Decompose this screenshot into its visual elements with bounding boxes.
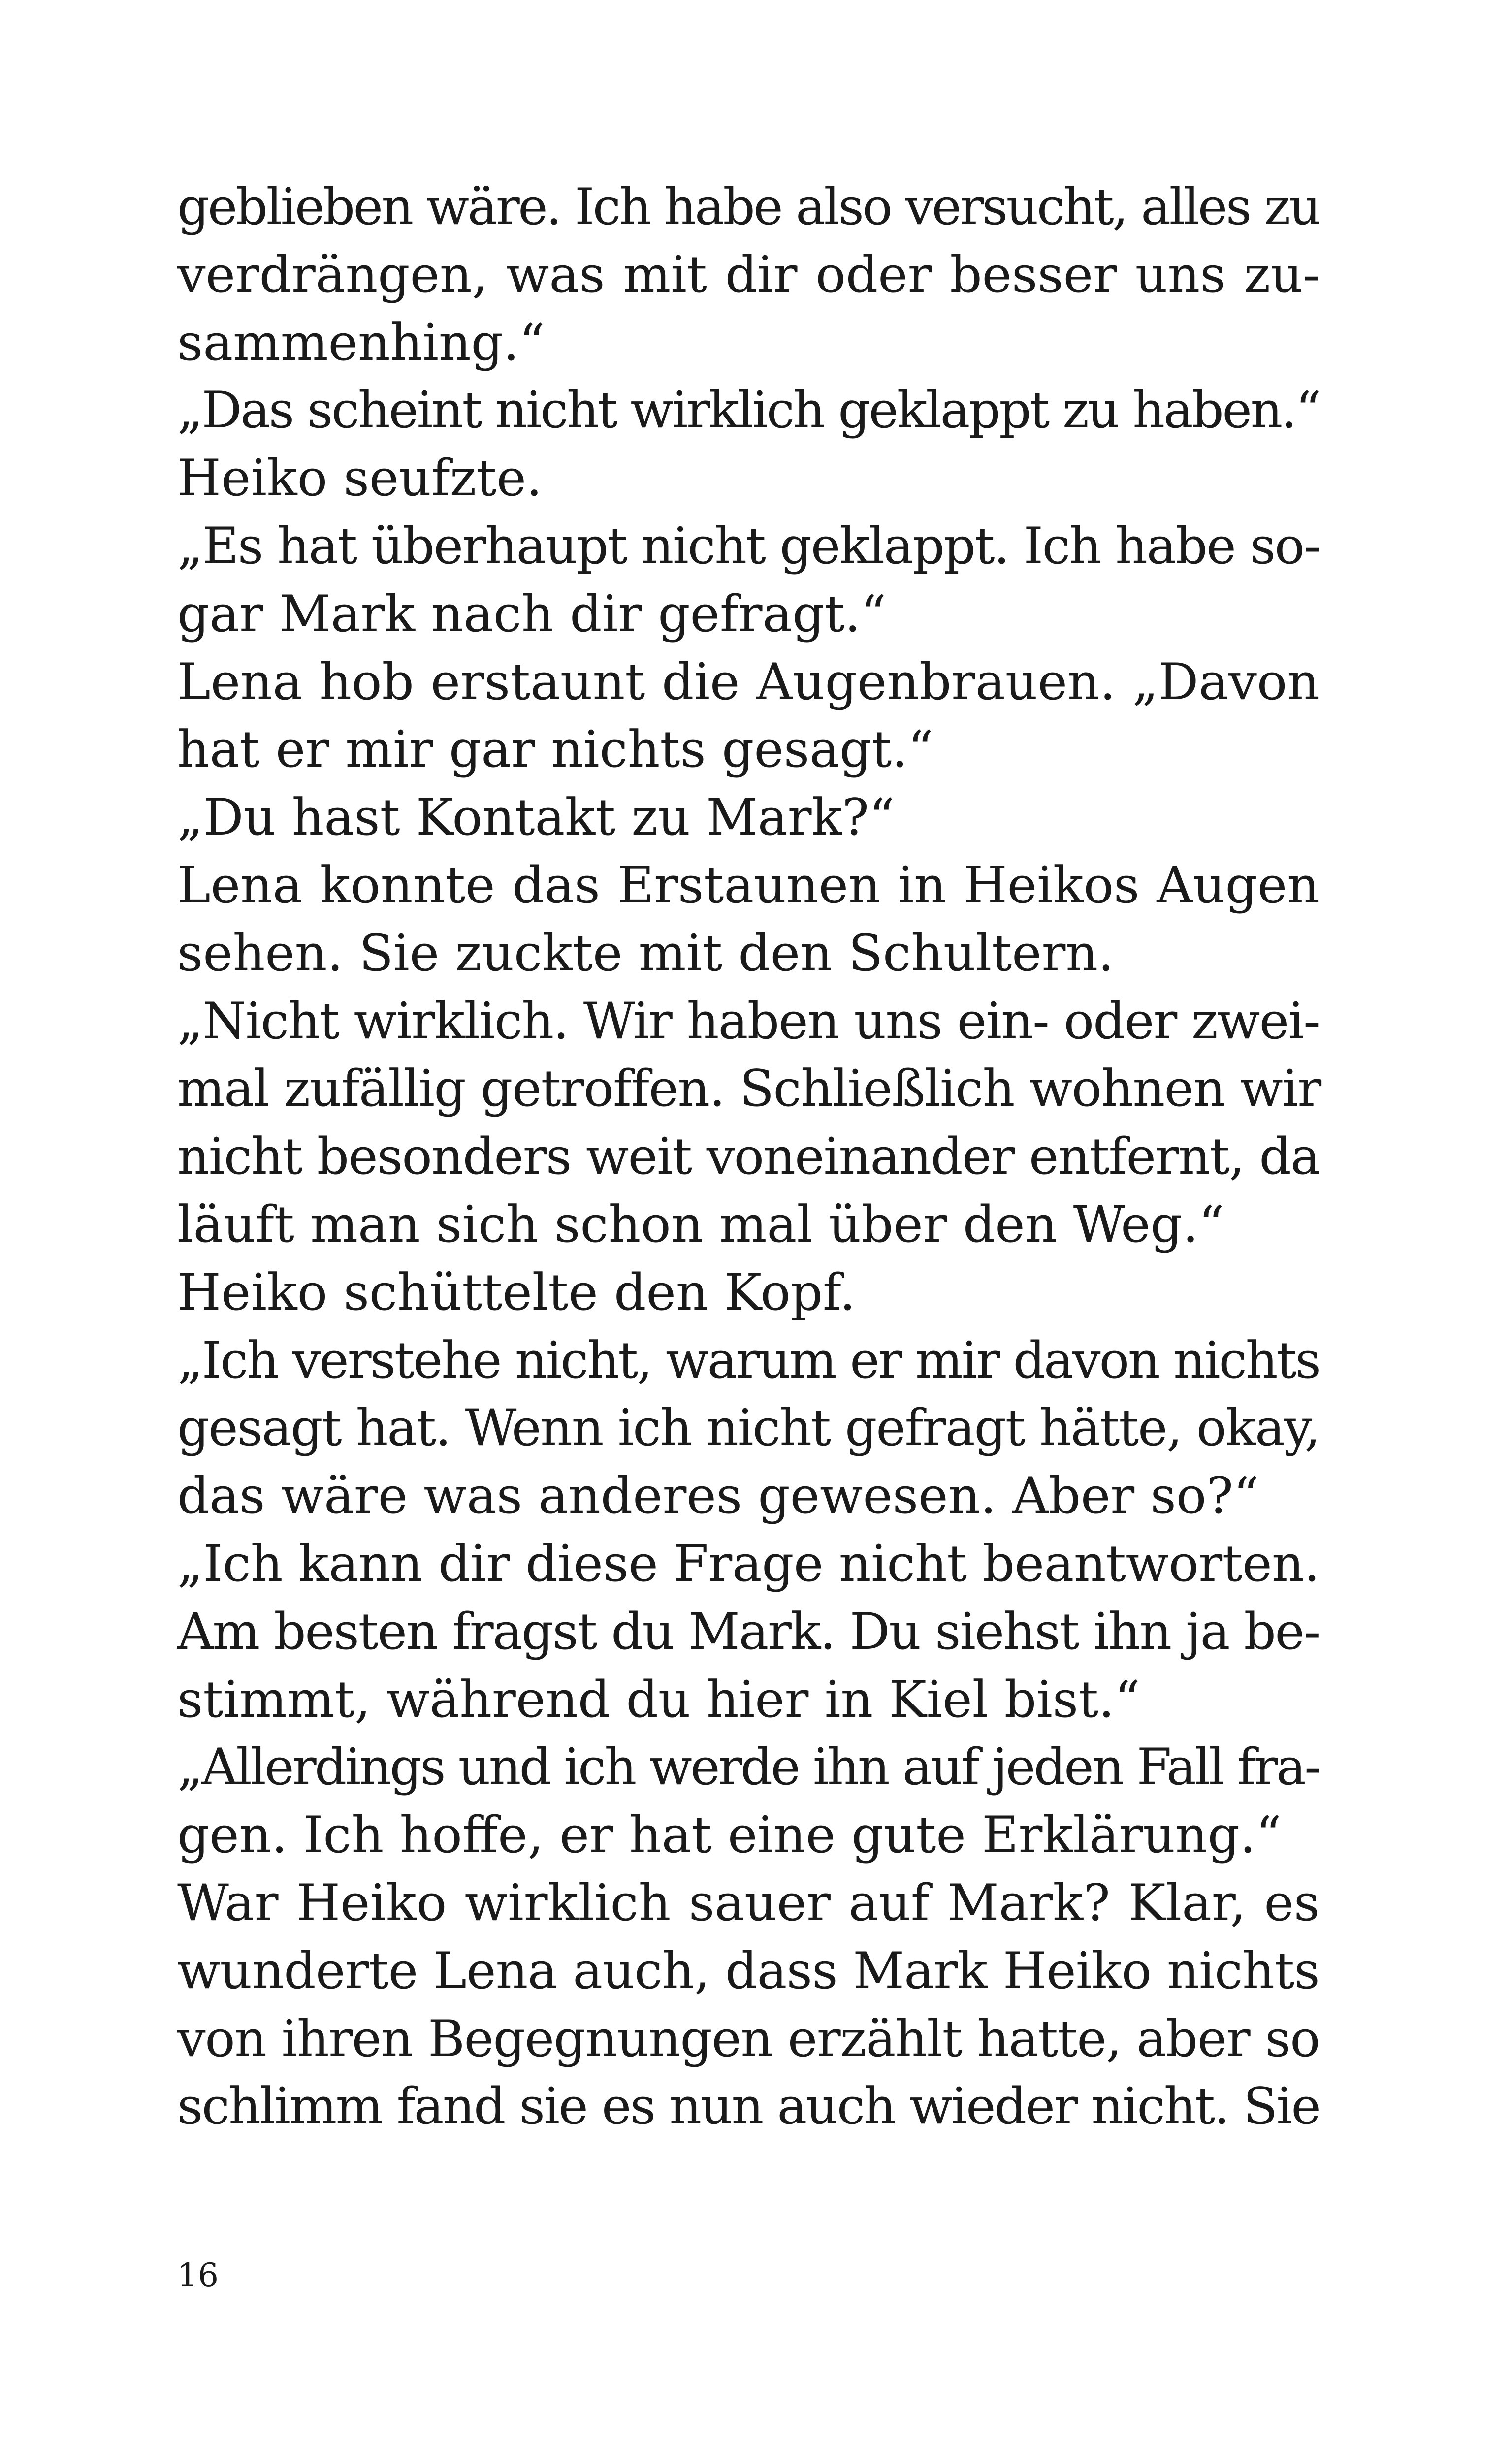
text-line: gar Mark nach dir gefragt.“ bbox=[177, 584, 887, 643]
text-line: Lena konnte das Erstaunen in Heikos Augen bbox=[177, 856, 1319, 915]
text-line: stimmt, während du hier in Kiel bist.“ bbox=[177, 1670, 1140, 1729]
text-line: das wäre was anderes gewesen. Aber so?“ bbox=[177, 1467, 1259, 1526]
text-line: „Du hast Kontakt zu Mark?“ bbox=[177, 788, 895, 847]
text-line: hat er mir gar nichts gesagt.“ bbox=[177, 720, 933, 779]
text-line: „Allerdings und ich werde ihn auf jeden Fall fra- bbox=[177, 1738, 1319, 1797]
text-line: sammenhing.“ bbox=[177, 313, 545, 372]
body-text bbox=[177, 173, 1319, 2141]
text-line: „Es hat überhaupt nicht geklappt. Ich habe so- bbox=[177, 516, 1320, 576]
text-line: War Heiko wirklich sauer auf Mark? Klar, es bbox=[177, 1873, 1320, 1932]
text-line: „Ich verstehe nicht, warum er mir davon nichts bbox=[177, 1331, 1319, 1390]
text-line: von ihren Begegnungen erzählt hatte, aber so bbox=[177, 2009, 1320, 2068]
text-line: „Nicht wirklich. Wir haben uns ein- oder zwei- bbox=[177, 992, 1319, 1051]
text-line: Lena hob erstaunt die Augenbrauen. „Davon bbox=[177, 652, 1319, 711]
text-line: „Ich kann dir diese Frage nicht beantworten. bbox=[177, 1534, 1320, 1593]
text-line: wunderte Lena auch, dass Mark Heiko nichts bbox=[177, 1941, 1319, 2000]
text-line: mal zufällig getroffen. Schließlich wohnen wir bbox=[177, 1060, 1321, 1119]
text-line: schlimm fand sie es nun auch wieder nicht. Sie bbox=[177, 2077, 1320, 2136]
text-line: nicht besonders weit voneinander entfernt, da bbox=[177, 1127, 1319, 1187]
text-line: „Das scheint nicht wirklich geklappt zu haben.“ bbox=[177, 381, 1320, 440]
text-line: läuft man sich schon mal über den Weg.“ bbox=[177, 1195, 1224, 1254]
text-line: Am besten fragst du Mark. Du siehst ihn ja be- bbox=[177, 1602, 1319, 1661]
page-number: 16 bbox=[177, 2256, 219, 2294]
text-line: Heiko schüttelte den Kopf. bbox=[177, 1263, 856, 1322]
text-line: gen. Ich hoffe, er hat eine gute Erklärung.“ bbox=[177, 1806, 1282, 1865]
text-line: geblieben wäre. Ich habe also versucht, alles zu bbox=[177, 178, 1320, 236]
text-line: sehen. Sie zuckte mit den Schultern. bbox=[177, 924, 1114, 983]
text-line: Heiko seufzte. bbox=[177, 449, 543, 508]
text-line: verdrängen, was mit dir oder besser uns zu- bbox=[177, 245, 1320, 304]
text-line: gesagt hat. Wenn ich nicht gefragt hätte, okay, bbox=[177, 1399, 1319, 1458]
